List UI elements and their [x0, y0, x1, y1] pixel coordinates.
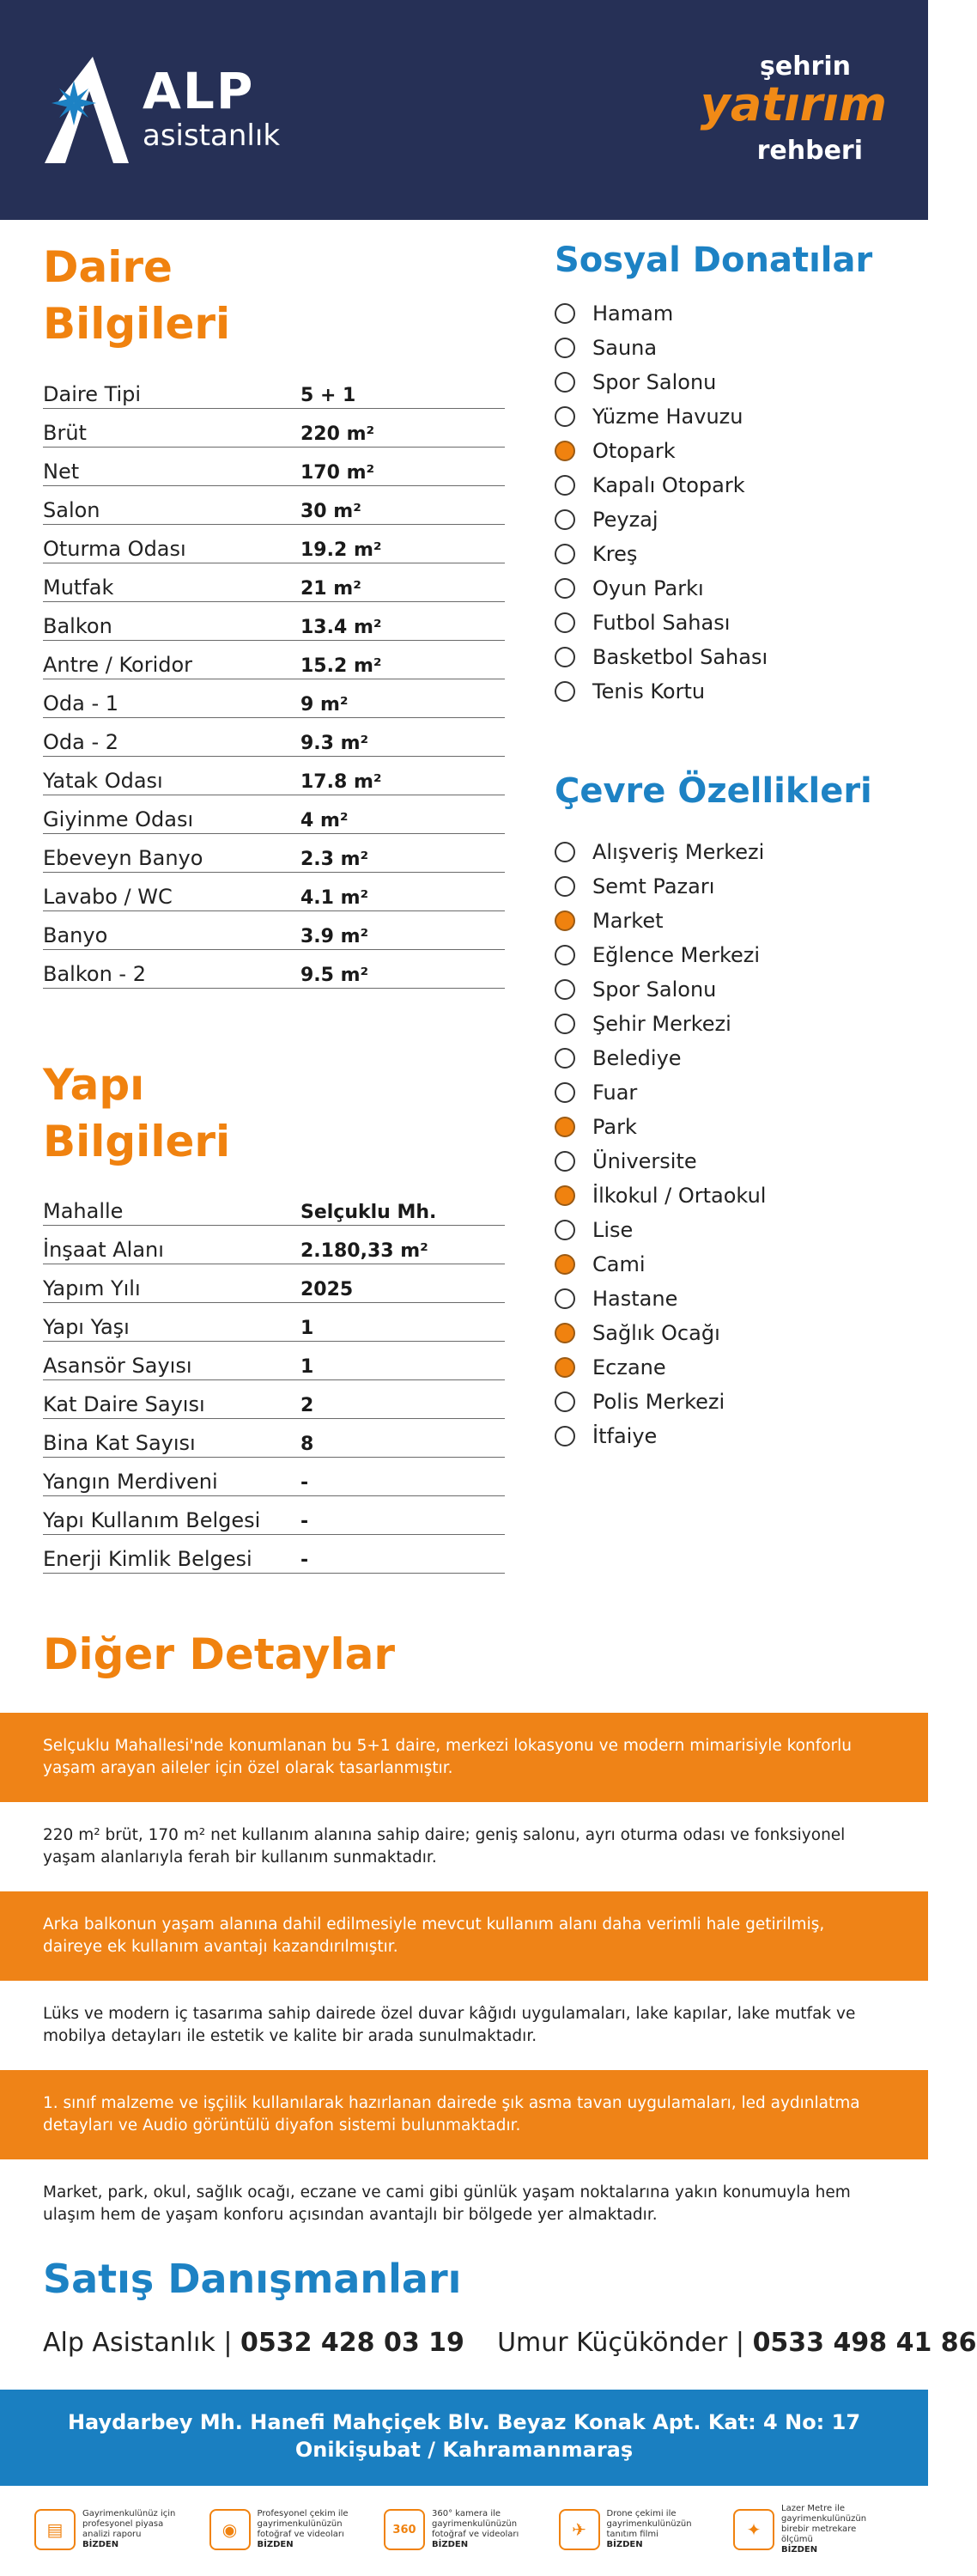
service-feature-line: fotoğraf ve videoları	[257, 2530, 344, 2539]
checklist-label: Sauna	[592, 336, 658, 360]
spec-value: 4 m²	[300, 810, 349, 831]
header-banner	[0, 0, 928, 220]
unchecked-circle-icon	[555, 475, 575, 496]
checklist-item	[555, 640, 768, 674]
daire-title-line-2: Bilgileri	[43, 299, 231, 349]
laser-meter-icon: ✦	[733, 2509, 774, 2550]
spec-row	[43, 603, 505, 641]
spec-row	[43, 1343, 505, 1380]
checklist-label: Yüzme Havuzu	[592, 405, 743, 429]
checklist-label: Şehir Merkezi	[592, 1012, 731, 1036]
spec-row	[43, 758, 505, 795]
satis-danismanlari-title: Satış Danışmanları	[43, 2256, 462, 2302]
checklist-label: Park	[592, 1115, 637, 1139]
yapi-title-line-2: Bilgileri	[43, 1117, 231, 1166]
spec-value: -	[300, 1511, 309, 1532]
checklist-label: Lise	[592, 1218, 634, 1242]
slogan-line-2: yatırım	[700, 77, 887, 131]
consultant-2-phone[interactable]: 0533 498 41 86	[752, 2328, 977, 2358]
360-camera-icon: 360	[384, 2509, 425, 2550]
checklist-item	[555, 904, 766, 938]
alp-asistanlik-logo[interactable]	[39, 50, 323, 170]
detail-paragraph: Arka balkonun yaşam alanına dahil edilmesiyle mevcut kullanım alanı daha verimli hale getirilmiş, daireye ek kullanım avantajı kazandırılmıştır.	[0, 1891, 928, 1981]
drone-icon: ✈	[559, 2509, 600, 2550]
spec-value: -	[300, 1472, 309, 1494]
service-feature-line: gayrimenkulünüzün	[781, 2514, 867, 2524]
unchecked-circle-icon	[555, 578, 575, 599]
unchecked-circle-icon	[555, 303, 575, 324]
checked-circle-icon	[555, 1357, 575, 1378]
service-feature-tag: BİZDEN	[257, 2540, 294, 2549]
service-feature	[733, 2500, 901, 2560]
logo-subtitle: asistanlık	[143, 119, 281, 153]
checklist-label: Oyun Parkı	[592, 576, 704, 600]
checklist-label: Kapalı Otopark	[592, 473, 745, 497]
checklist-item	[555, 606, 768, 640]
spec-label: Balkon	[43, 614, 112, 638]
unchecked-circle-icon	[555, 338, 575, 358]
spec-row	[43, 835, 505, 873]
spec-label: İnşaat Alanı	[43, 1238, 164, 1262]
consultant-1-name: Alp Asistanlık	[43, 2328, 215, 2358]
unchecked-circle-icon	[555, 647, 575, 667]
service-feature-text	[82, 2509, 175, 2550]
spec-value: 15.2 m²	[300, 655, 382, 677]
spec-label: Yapı Yaşı	[43, 1315, 130, 1339]
checklist-item	[555, 1282, 766, 1316]
unchecked-circle-icon	[555, 1288, 575, 1309]
checklist-label: Spor Salonu	[592, 370, 717, 394]
spec-label: Asansör Sayısı	[43, 1354, 192, 1378]
logo-mark-icon	[39, 50, 143, 170]
checklist-item	[555, 1144, 766, 1178]
checklist-label: Basketbol Sahası	[592, 645, 768, 669]
checklist-item	[555, 938, 766, 972]
spec-label: Salon	[43, 498, 100, 522]
unchecked-circle-icon	[555, 1014, 575, 1034]
service-feature-text	[432, 2509, 519, 2550]
checklist-label: Otopark	[592, 439, 676, 463]
spec-label: Kat Daire Sayısı	[43, 1392, 205, 1416]
unchecked-circle-icon	[555, 1048, 575, 1069]
spec-value: 2.3 m²	[300, 849, 369, 870]
spec-value: 3.9 m²	[300, 926, 369, 947]
cevre-ozellikleri-list	[555, 835, 766, 1453]
sosyal-donatilar-title: Sosyal Donatılar	[555, 241, 873, 280]
checked-circle-icon	[555, 441, 575, 461]
checklist-label: Hamam	[592, 301, 674, 326]
spec-row	[43, 487, 505, 525]
spec-value: 8	[300, 1434, 314, 1455]
checklist-label: Futbol Sahası	[592, 611, 731, 635]
checked-circle-icon	[555, 1117, 575, 1137]
checklist-label: Fuar	[592, 1081, 638, 1105]
spec-label: Banyo	[43, 923, 108, 947]
checklist-label: Semt Pazarı	[592, 874, 715, 898]
unchecked-circle-icon	[555, 842, 575, 862]
checklist-item	[555, 537, 768, 571]
service-features	[34, 2500, 901, 2560]
unchecked-circle-icon	[555, 979, 575, 1000]
service-feature-line: gayrimenkulünüzün	[257, 2519, 343, 2529]
spec-row	[43, 564, 505, 602]
spec-value: 220 m²	[300, 423, 375, 445]
unchecked-circle-icon	[555, 372, 575, 393]
spec-row	[43, 410, 505, 448]
checklist-label: İtfaiye	[592, 1424, 658, 1448]
spec-label: Balkon - 2	[43, 962, 146, 986]
service-feature-line: Lazer Metre ile	[781, 2504, 846, 2513]
spec-value: 30 m²	[300, 501, 361, 522]
checklist-label: Üniversite	[592, 1149, 697, 1173]
service-feature	[209, 2500, 378, 2560]
service-feature	[34, 2500, 203, 2560]
address-line-1: Haydarbey Mh. Hanefi Mahçiçek Blv. Beyaz Konak Apt. Kat: 4 No: 17	[67, 2410, 861, 2434]
checklist-label: İlkokul / Ortaokul	[592, 1184, 767, 1208]
unchecked-circle-icon	[555, 1392, 575, 1412]
unchecked-circle-icon	[555, 544, 575, 564]
unchecked-circle-icon	[555, 1151, 575, 1172]
checked-circle-icon	[555, 1185, 575, 1206]
unchecked-circle-icon	[555, 509, 575, 530]
checklist-item	[555, 1350, 766, 1385]
detail-paragraph: 1. sınıf malzeme ve işçilik kullanılarak hazırlanan dairede şık asma tavan uygulamaları, led aydınlatma detayları ve Audio görüntülü diyafon sistemi bulunmaktadır.	[0, 2070, 928, 2159]
checklist-label: Polis Merkezi	[592, 1390, 725, 1414]
separator: |	[223, 2328, 233, 2358]
checklist-label: Eğlence Merkezi	[592, 943, 761, 967]
daire-bilgileri-title	[43, 239, 230, 352]
checklist-item	[555, 1385, 766, 1419]
spec-label: Mutfak	[43, 575, 114, 600]
checked-circle-icon	[555, 910, 575, 931]
diger-detaylar-title: Diğer Detaylar	[43, 1629, 396, 1679]
report-icon: ▤	[34, 2509, 76, 2550]
spec-label: Lavabo / WC	[43, 885, 173, 909]
spec-row	[43, 680, 505, 718]
spec-row	[43, 1536, 505, 1574]
checklist-item	[555, 571, 768, 606]
spec-value: 1	[300, 1356, 314, 1378]
spec-label: Oda - 2	[43, 730, 119, 754]
checklist-item	[555, 502, 768, 537]
spec-row	[43, 719, 505, 757]
checklist-item	[555, 1041, 766, 1075]
spec-row	[43, 1227, 505, 1264]
slogan	[689, 52, 887, 172]
service-feature-line: Profesyonel çekim ile	[257, 2509, 349, 2518]
spec-row	[43, 1381, 505, 1419]
daire-bilgileri-table	[43, 371, 505, 990]
checklist-item	[555, 674, 768, 709]
checklist-label: Eczane	[592, 1355, 666, 1379]
service-feature-text	[607, 2509, 692, 2550]
checklist-item	[555, 365, 768, 399]
spec-value: 2.180,33 m²	[300, 1240, 428, 1262]
spec-value: 9.5 m²	[300, 965, 369, 986]
address-bar	[0, 2390, 928, 2486]
checklist-label: Alışveriş Merkezi	[592, 840, 765, 864]
spec-row	[43, 642, 505, 679]
checklist-item	[555, 1419, 766, 1453]
slogan-line-1: şehrin	[760, 52, 851, 82]
spec-label: Bina Kat Sayısı	[43, 1431, 196, 1455]
spec-label: Giyinme Odası	[43, 807, 194, 831]
spec-label: Net	[43, 460, 80, 484]
cevre-ozellikleri-title: Çevre Özellikleri	[555, 771, 872, 811]
unchecked-circle-icon	[555, 876, 575, 897]
service-feature-text	[781, 2504, 866, 2555]
separator: |	[735, 2328, 745, 2358]
checklist-item	[555, 835, 766, 869]
spec-label: Oda - 1	[43, 691, 119, 716]
service-feature-text	[258, 2509, 349, 2550]
service-feature-tag: BİZDEN	[432, 2540, 469, 2549]
spec-value: 9 m²	[300, 694, 349, 716]
spec-row	[43, 874, 505, 911]
spec-value: 4.1 m²	[300, 887, 369, 909]
spec-value: -	[300, 1550, 309, 1571]
service-feature-line: Gayrimenkulünüz için	[82, 2509, 176, 2518]
checklist-label: Kreş	[592, 542, 638, 566]
spec-value: 2	[300, 1395, 314, 1416]
checklist-label: Spor Salonu	[592, 977, 717, 1002]
checklist-item	[555, 1007, 766, 1041]
spec-row	[43, 796, 505, 834]
spec-row	[43, 1420, 505, 1458]
checklist-label: Tenis Kortu	[592, 679, 706, 703]
yapi-bilgileri-title	[43, 1057, 230, 1170]
checklist-item	[555, 1213, 766, 1247]
spec-value: 19.2 m²	[300, 539, 382, 561]
unchecked-circle-icon	[555, 1426, 575, 1446]
service-feature-line: birebir metrekare	[781, 2524, 857, 2534]
yapi-bilgileri-table	[43, 1188, 505, 1574]
spec-value: 17.8 m²	[300, 771, 382, 793]
service-feature	[384, 2500, 552, 2560]
spec-value: 170 m²	[300, 462, 375, 484]
checklist-item	[555, 399, 768, 434]
unchecked-circle-icon	[555, 945, 575, 965]
unchecked-circle-icon	[555, 406, 575, 427]
spec-label: Daire Tipi	[43, 382, 142, 406]
checklist-label: Hastane	[592, 1287, 678, 1311]
detail-paragraph: 220 m² brüt, 170 m² net kullanım alanına sahip daire; geniş salonu, ayrı oturma odası ve fonksiyonel yaşam alanlarıyla ferah bir kullanım sunmaktadır.	[0, 1802, 928, 1891]
spec-row	[43, 1265, 505, 1303]
spec-label: Yapı Kullanım Belgesi	[43, 1508, 261, 1532]
spec-row	[43, 1497, 505, 1535]
address-line-2: Onikişubat / Kahramanmaraş	[294, 2438, 634, 2462]
service-feature-tag: BİZDEN	[82, 2540, 119, 2549]
checked-circle-icon	[555, 1254, 575, 1275]
service-feature-line: analizi raporu	[82, 2530, 142, 2539]
spec-label: Ebeveyn Banyo	[43, 846, 203, 870]
unchecked-circle-icon	[555, 1082, 575, 1103]
spec-row	[43, 1188, 505, 1226]
detail-paragraph: Market, park, okul, sağlık ocağı, eczane ve cami gibi günlük yaşam noktalarına yakın konumuyla hem ulaşım hem de yaşam konforu açısından avantajlı bir bölgede yer almaktadır.	[0, 2159, 928, 2249]
unchecked-circle-icon	[555, 1220, 575, 1240]
spec-label: Brüt	[43, 421, 87, 445]
spec-value: 5 + 1	[300, 385, 356, 406]
service-feature-line: profesyonel piyasa	[82, 2519, 164, 2529]
consultant-1-phone[interactable]: 0532 428 03 19	[240, 2328, 464, 2358]
service-feature-line: fotoğraf ve videoları	[432, 2530, 519, 2539]
checklist-label: Cami	[592, 1252, 646, 1276]
checklist-item	[555, 434, 768, 468]
spec-row	[43, 1459, 505, 1496]
spec-value: 9.3 m²	[300, 733, 369, 754]
checked-circle-icon	[555, 1323, 575, 1343]
spec-value: Selçuklu Mh.	[300, 1202, 437, 1223]
checklist-label: Belediye	[592, 1046, 682, 1070]
spec-label: Mahalle	[43, 1199, 124, 1223]
checklist-item	[555, 1247, 766, 1282]
checklist-item	[555, 331, 768, 365]
logo-wordmark: ALP	[143, 62, 255, 120]
camera-icon: ◉	[209, 2509, 251, 2550]
spec-row	[43, 1304, 505, 1342]
spec-label: Yangın Merdiveni	[43, 1470, 218, 1494]
service-feature-line: Drone çekimi ile	[606, 2509, 677, 2518]
sosyal-donatilar-list	[555, 296, 768, 709]
spec-row	[43, 526, 505, 563]
spec-row	[43, 912, 505, 950]
spec-value: 21 m²	[300, 578, 361, 600]
service-feature-line: gayrimenkulünüzün	[606, 2519, 692, 2529]
checklist-item	[555, 869, 766, 904]
spec-label: Antre / Koridor	[43, 653, 193, 677]
unchecked-circle-icon	[555, 681, 575, 702]
spec-row	[43, 371, 505, 409]
checklist-item	[555, 1178, 766, 1213]
spec-value: 2025	[300, 1279, 354, 1300]
checklist-item	[555, 972, 766, 1007]
spec-row	[43, 448, 505, 486]
checklist-item	[555, 1110, 766, 1144]
spec-label: Enerji Kimlik Belgesi	[43, 1547, 252, 1571]
service-feature-line: gayrimenkulünüzün	[432, 2519, 518, 2529]
service-feature-line: ölçümü	[781, 2535, 813, 2544]
spec-label: Yapım Yılı	[43, 1276, 141, 1300]
checklist-item	[555, 1075, 766, 1110]
checklist-label: Market	[592, 909, 664, 933]
spec-label: Yatak Odası	[43, 769, 163, 793]
consultant-2-name: Umur Küçükönder	[497, 2328, 728, 2358]
yapi-title-line-1: Yapı	[43, 1060, 145, 1110]
unchecked-circle-icon	[555, 612, 575, 633]
detail-paragraph: Lüks ve modern iç tasarıma sahip dairede özel duvar kâğıdı uygulamaları, lake kapılar, lake mutfak ve mobilya detayları ile estetik ve kalite bir arada sunulmaktadır.	[0, 1981, 928, 2070]
checklist-item	[555, 468, 768, 502]
checklist-item	[555, 1316, 766, 1350]
daire-title-line-1: Daire	[43, 242, 173, 292]
service-feature-line: tanıtım filmi	[606, 2530, 658, 2539]
service-feature-tag: BİZDEN	[606, 2540, 643, 2549]
checklist-item	[555, 296, 768, 331]
spec-row	[43, 951, 505, 989]
spec-value: 13.4 m²	[300, 617, 382, 638]
spec-value: 1	[300, 1318, 314, 1339]
service-feature-line: 360° kamera ile	[432, 2509, 501, 2518]
service-feature-tag: BİZDEN	[781, 2545, 818, 2555]
spec-label: Oturma Odası	[43, 537, 186, 561]
checklist-label: Peyzaj	[592, 508, 658, 532]
consultant-contacts	[43, 2328, 977, 2358]
checklist-label: Sağlık Ocağı	[592, 1321, 720, 1345]
service-feature	[559, 2500, 727, 2560]
detail-paragraph: Selçuklu Mahallesi'nde konumlanan bu 5+1 daire, merkezi lokasyonu ve modern mimarisiyle konforlu yaşam arayan aileler için özel olarak tasarlanmıştır.	[0, 1713, 928, 1802]
slogan-line-3: rehberi	[756, 136, 863, 166]
